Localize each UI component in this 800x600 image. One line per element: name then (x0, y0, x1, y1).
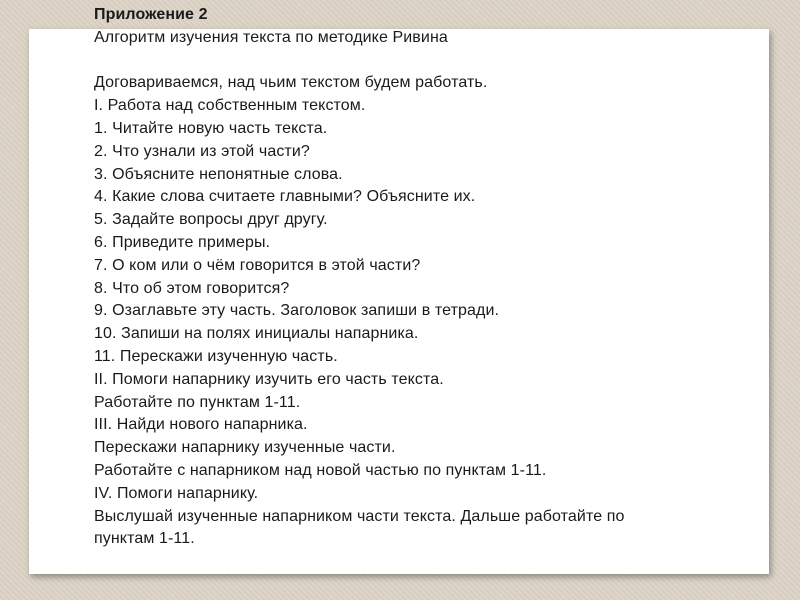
document-text (94, 4, 774, 551)
instruction-line: Перескажи напарнику изученные части. (94, 439, 396, 457)
step-line: 11. Перескажи изученную часть. (94, 347, 338, 365)
appendix-title: Приложение 2 (94, 6, 208, 23)
section-heading: IV. Помоги напарнику. (94, 484, 259, 502)
step-line: 6. Приведите примеры. (94, 233, 271, 251)
section-heading: II. Помоги напарнику изучить его часть текста. (94, 370, 444, 388)
document-subtitle: Алгоритм изучения текста по методике Ривина (94, 28, 448, 46)
step-line: 1. Читайте новую часть текста. (94, 119, 328, 137)
step-line: 10. Запиши на полях инициалы напарника. (94, 325, 419, 343)
section-heading: I. Работа над собственным текстом. (94, 97, 366, 115)
step-line: 9. Озаглавьте эту часть. Заголовок запиши в тетради. (94, 302, 500, 320)
section-heading: III. Найди нового напарника. (94, 416, 308, 434)
step-line: 3. Объясните непонятные слова. (94, 165, 343, 183)
step-line: 7. О ком или о чём говорится в этой части? (94, 256, 421, 274)
instruction-line: Выслушай изученные напарником части текста. Дальше работайте по (94, 507, 625, 525)
intro-line: Договариваемся, над чьим текстом будем работать. (94, 74, 488, 92)
step-line: 5. Задайте вопросы друг другу. (94, 211, 328, 229)
instruction-line: Работайте с напарником над новой частью по пунктам 1-11. (94, 461, 547, 479)
step-line: 2. Что узнали из этой части? (94, 142, 310, 160)
instruction-line: Работайте по пунктам 1-11. (94, 393, 301, 411)
blank-line (94, 50, 774, 73)
step-line: 4. Какие слова считаете главными? Объясните их. (94, 188, 476, 206)
step-line: 8. Что об этом говорится? (94, 279, 290, 297)
instruction-line: пунктам 1-11. (94, 530, 195, 548)
